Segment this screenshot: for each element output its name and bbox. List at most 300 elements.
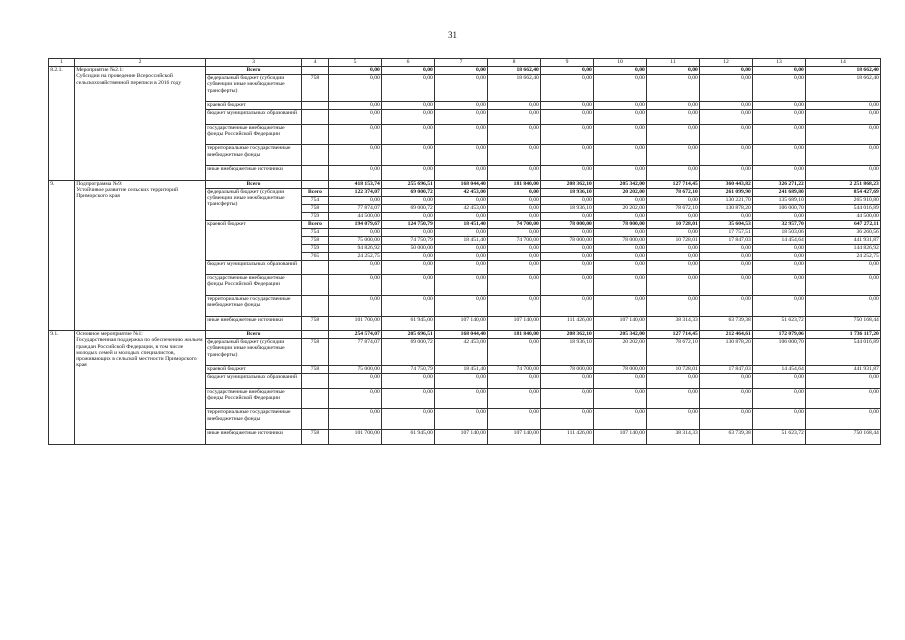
budget-code: 754 <box>302 228 329 236</box>
value-cell: 0,00 <box>382 145 435 166</box>
value-cell: 101 700,00 <box>329 430 382 444</box>
value-cell: 0,00 <box>647 166 700 180</box>
value-cell: 0,00 <box>753 388 806 409</box>
value-cell: 0,00 <box>488 212 541 220</box>
value-cell: 18 662,40 <box>806 75 881 102</box>
value-cell: 0,00 <box>329 274 382 295</box>
budget-code <box>302 330 329 338</box>
value-cell: 51 623,72 <box>753 430 806 444</box>
value-cell: 647 272,11 <box>806 220 881 228</box>
value-cell: 0,00 <box>541 252 594 260</box>
value-cell: 69 000,72 <box>382 338 435 365</box>
value-cell: 0,00 <box>435 110 488 124</box>
value-cell: 0,00 <box>647 196 700 204</box>
column-number: 2 <box>75 59 206 67</box>
value-cell: 77 874,07 <box>329 338 382 365</box>
value-cell: 78 672,10 <box>647 188 700 196</box>
value-cell: 17 847,03 <box>700 236 753 244</box>
value-cell: 0,00 <box>806 166 881 180</box>
value-cell: 20 202,00 <box>594 188 647 196</box>
value-cell: 42 453,00 <box>435 188 488 196</box>
value-cell: 0,00 <box>594 388 647 409</box>
funding-source: территориальные государственные внебюджетные фонды <box>206 295 302 316</box>
budget-code <box>302 295 329 316</box>
value-cell: 0,00 <box>435 244 488 252</box>
value-cell: 0,00 <box>806 388 881 409</box>
value-cell: 0,00 <box>488 338 541 365</box>
section-title <box>75 330 206 444</box>
value-cell: 0,00 <box>329 228 382 236</box>
value-cell: 0,00 <box>329 75 382 102</box>
value-cell: 0,00 <box>488 166 541 180</box>
value-cell: 0,00 <box>541 212 594 220</box>
budget-code: Всего <box>302 220 329 228</box>
value-cell: 111 426,00 <box>541 430 594 444</box>
value-cell: 106 000,70 <box>753 204 806 212</box>
value-cell: 74 700,00 <box>488 366 541 374</box>
value-cell: 0,00 <box>700 166 753 180</box>
value-cell: 0,00 <box>382 409 435 430</box>
value-cell: 0,00 <box>541 196 594 204</box>
value-cell: 0,00 <box>594 228 647 236</box>
value-cell: 0,00 <box>382 252 435 260</box>
value-cell: 0,00 <box>700 409 753 430</box>
funding-source: федеральный бюджет (субсидии субвенции иные межбюджетные трансферты) <box>206 338 302 365</box>
value-cell: 205 696,51 <box>382 330 435 338</box>
value-cell: 107 140,00 <box>488 430 541 444</box>
value-cell: 0,00 <box>647 274 700 295</box>
value-cell: 0,00 <box>594 244 647 252</box>
value-cell: 0,00 <box>435 409 488 430</box>
value-cell: 0,00 <box>753 75 806 102</box>
section-description: Субсидии на проведение Всероссийской сельскохозяйственной переписи в 2016 году <box>76 73 182 86</box>
value-cell: 32 957,70 <box>753 220 806 228</box>
value-cell: 441 931,87 <box>806 366 881 374</box>
funding-source: бюджет муниципальных образований <box>206 260 302 274</box>
section-title <box>75 180 206 330</box>
value-cell: 0,00 <box>806 295 881 316</box>
value-cell: 0,00 <box>647 102 700 110</box>
value-cell: 124 750,79 <box>382 220 435 228</box>
value-cell: 75 000,00 <box>329 366 382 374</box>
value-cell: 10 728,01 <box>647 220 700 228</box>
value-cell: 14 454,64 <box>753 366 806 374</box>
value-cell: 0,00 <box>753 295 806 316</box>
value-cell: 0,00 <box>488 260 541 274</box>
value-cell: 0,00 <box>753 244 806 252</box>
value-cell: 77 874,07 <box>329 204 382 212</box>
value-cell: 0,00 <box>329 374 382 388</box>
value-cell: 0,00 <box>753 67 806 75</box>
budget-code <box>302 409 329 430</box>
value-cell: 0,00 <box>541 124 594 145</box>
value-cell: 18 936,10 <box>541 188 594 196</box>
value-cell: 0,00 <box>435 228 488 236</box>
value-cell: 0,00 <box>753 124 806 145</box>
value-cell: 0,00 <box>753 102 806 110</box>
value-cell: 78 000,00 <box>594 366 647 374</box>
column-number: 10 <box>594 59 647 67</box>
value-cell: 0,00 <box>647 295 700 316</box>
column-number: 14 <box>806 59 881 67</box>
value-cell: 122 374,07 <box>329 188 382 196</box>
value-cell: 0,00 <box>806 102 881 110</box>
column-number: 1 <box>49 59 75 67</box>
value-cell: 544 016,89 <box>806 338 881 365</box>
value-cell: 0,00 <box>435 102 488 110</box>
value-cell: 0,00 <box>700 374 753 388</box>
value-cell: 0,00 <box>329 409 382 430</box>
section-id: 8.2.1. <box>49 67 75 181</box>
value-cell: 0,00 <box>541 145 594 166</box>
value-cell: 0,00 <box>435 274 488 295</box>
funding-source: федеральный бюджет (субсидии субвенции иные межбюджетные трансферты) <box>206 188 302 220</box>
value-cell: 24 252,75 <box>329 252 382 260</box>
value-cell: 194 079,67 <box>329 220 382 228</box>
value-cell: 18 662,40 <box>488 67 541 75</box>
funding-source: территориальные государственные внебюджетные фонды <box>206 145 302 166</box>
value-cell: 74 700,00 <box>488 236 541 244</box>
value-cell: 181 840,00 <box>488 330 541 338</box>
value-cell: 0,00 <box>700 260 753 274</box>
value-cell: 0,00 <box>541 295 594 316</box>
budget-code: Всего <box>302 188 329 196</box>
budget-code <box>302 110 329 124</box>
value-cell: 74 750,79 <box>382 366 435 374</box>
column-number: 13 <box>753 59 806 67</box>
value-cell: 0,00 <box>488 374 541 388</box>
value-cell: 0,00 <box>541 110 594 124</box>
column-number: 7 <box>435 59 488 67</box>
budget-code: 758 <box>302 204 329 212</box>
value-cell: 0,00 <box>700 67 753 75</box>
budget-table <box>48 58 881 445</box>
value-cell: 35 604,53 <box>700 220 753 228</box>
value-cell: 0,00 <box>435 212 488 220</box>
page-number: 31 <box>448 30 457 40</box>
value-cell: 111 426,00 <box>541 316 594 330</box>
value-cell: 42 453,00 <box>435 204 488 212</box>
value-cell: 17 757,51 <box>700 228 753 236</box>
value-cell: 20 202,00 <box>594 204 647 212</box>
value-cell: 0,00 <box>435 145 488 166</box>
funding-source: иные внебюджетные источники <box>206 430 302 444</box>
value-cell: 0,00 <box>594 110 647 124</box>
value-cell: 107 140,00 <box>594 430 647 444</box>
value-cell: 0,00 <box>382 102 435 110</box>
budget-code: 765 <box>302 252 329 260</box>
value-cell: 0,00 <box>700 252 753 260</box>
value-cell: 50 000,00 <box>382 244 435 252</box>
value-cell: 144 826,92 <box>806 244 881 252</box>
value-cell: 107 140,00 <box>488 316 541 330</box>
value-cell: 0,00 <box>488 252 541 260</box>
value-cell: 0,00 <box>382 260 435 274</box>
value-cell: 0,00 <box>594 295 647 316</box>
value-cell: 254 574,07 <box>329 330 382 338</box>
value-cell: 0,00 <box>382 295 435 316</box>
value-cell: 0,00 <box>700 124 753 145</box>
value-cell: 1 736 117,20 <box>806 330 881 338</box>
value-cell: 0,00 <box>329 124 382 145</box>
value-cell: 208 362,10 <box>541 330 594 338</box>
column-number: 4 <box>302 59 329 67</box>
value-cell: 0,00 <box>541 374 594 388</box>
funding-source: Всего <box>206 180 302 188</box>
value-cell: 0,00 <box>594 67 647 75</box>
column-number: 6 <box>382 59 435 67</box>
value-cell: 0,00 <box>594 145 647 166</box>
value-cell: 0,00 <box>594 274 647 295</box>
value-cell: 0,00 <box>329 196 382 204</box>
value-cell: 0,00 <box>382 274 435 295</box>
value-cell: 78 000,00 <box>541 366 594 374</box>
value-cell: 69 000,72 <box>382 204 435 212</box>
value-cell: 0,00 <box>488 228 541 236</box>
value-cell: 130 878,20 <box>700 338 753 365</box>
value-cell: 0,00 <box>435 196 488 204</box>
value-cell: 0,00 <box>647 124 700 145</box>
value-cell: 0,00 <box>488 274 541 295</box>
value-cell: 0,00 <box>541 274 594 295</box>
value-cell: 0,00 <box>647 110 700 124</box>
value-cell: 0,00 <box>435 295 488 316</box>
value-cell: 0,00 <box>647 145 700 166</box>
funding-source: Всего <box>206 330 302 338</box>
budget-code: 758 <box>302 366 329 374</box>
value-cell: 0,00 <box>329 102 382 110</box>
value-cell: 18 662,40 <box>806 67 881 75</box>
value-cell: 360 443,82 <box>700 180 753 188</box>
value-cell: 0,00 <box>435 260 488 274</box>
value-cell: 0,00 <box>700 102 753 110</box>
budget-code <box>302 180 329 188</box>
column-number-row <box>49 59 881 67</box>
budget-code <box>302 374 329 388</box>
value-cell: 106 000,70 <box>753 338 806 365</box>
value-cell: 212 464,61 <box>700 330 753 338</box>
value-cell: 0,00 <box>594 252 647 260</box>
value-cell: 0,00 <box>541 260 594 274</box>
budget-code: 758 <box>302 338 329 365</box>
funding-source: федеральный бюджет (субсидии субвенции иные межбюджетные трансферты) <box>206 75 302 102</box>
value-cell: 74 750,79 <box>382 236 435 244</box>
value-cell: 0,00 <box>382 228 435 236</box>
funding-source: бюджет муниципальных образований <box>206 110 302 124</box>
value-cell: 0,00 <box>541 409 594 430</box>
value-cell: 0,00 <box>382 110 435 124</box>
value-cell: 0,00 <box>806 374 881 388</box>
value-cell: 130 878,20 <box>700 204 753 212</box>
value-cell: 78 000,00 <box>594 236 647 244</box>
funding-source: государственные внебюджетные фонды Российской Федерации <box>206 388 302 409</box>
funding-source: Всего <box>206 67 302 75</box>
value-cell: 0,00 <box>541 228 594 236</box>
value-cell: 0,00 <box>647 374 700 388</box>
budget-code <box>302 260 329 274</box>
value-cell: 0,00 <box>488 124 541 145</box>
value-cell: 0,00 <box>594 212 647 220</box>
value-cell: 0,00 <box>435 166 488 180</box>
value-cell: 18 451,40 <box>435 236 488 244</box>
value-cell: 0,00 <box>541 166 594 180</box>
funding-source: иные внебюджетные источники <box>206 316 302 330</box>
budget-code <box>302 166 329 180</box>
value-cell: 44 500,00 <box>806 212 881 220</box>
value-cell: 2 251 868,23 <box>806 180 881 188</box>
value-cell: 208 362,10 <box>541 180 594 188</box>
value-cell: 0,00 <box>594 124 647 145</box>
budget-code: 758 <box>302 75 329 102</box>
value-cell: 0,00 <box>488 244 541 252</box>
value-cell: 20 202,00 <box>594 338 647 365</box>
section-name: Мероприятие №2.1: <box>76 67 124 73</box>
value-cell: 750 168,44 <box>806 316 881 330</box>
section-name: Подпрограмма №9: <box>76 180 123 187</box>
section-description: Устойчивое развитие сельских территорий Приморского края <box>76 186 178 200</box>
value-cell: 0,00 <box>806 274 881 295</box>
value-cell: 0,00 <box>594 374 647 388</box>
value-cell: 0,00 <box>329 67 382 75</box>
value-cell: 0,00 <box>647 252 700 260</box>
value-cell: 75 000,00 <box>329 236 382 244</box>
funding-source: бюджет муниципальных образований <box>206 374 302 388</box>
value-cell: 0,00 <box>647 67 700 75</box>
value-cell: 38 314,33 <box>647 316 700 330</box>
value-cell: 0,00 <box>647 212 700 220</box>
value-cell: 0,00 <box>700 145 753 166</box>
value-cell: 0,00 <box>594 409 647 430</box>
value-cell: 181 840,00 <box>488 180 541 188</box>
value-cell: 69 000,72 <box>382 188 435 196</box>
section-title <box>75 67 206 181</box>
value-cell: 10 728,01 <box>647 236 700 244</box>
funding-source: краевой бюджет <box>206 220 302 260</box>
value-cell: 205 342,00 <box>594 180 647 188</box>
value-cell: 0,00 <box>806 124 881 145</box>
value-cell: 0,00 <box>753 145 806 166</box>
value-cell: 0,00 <box>753 274 806 295</box>
value-cell: 18 451,40 <box>435 366 488 374</box>
value-cell: 14 454,64 <box>753 236 806 244</box>
value-cell: 0,00 <box>329 166 382 180</box>
value-cell: 18 451,40 <box>435 220 488 228</box>
value-cell: 0,00 <box>488 188 541 196</box>
value-cell: 0,00 <box>541 67 594 75</box>
budget-code: 758 <box>302 236 329 244</box>
value-cell: 441 931,87 <box>806 236 881 244</box>
value-cell: 0,00 <box>700 295 753 316</box>
value-cell: 0,00 <box>594 102 647 110</box>
value-cell: 107 140,00 <box>594 316 647 330</box>
value-cell: 0,00 <box>541 388 594 409</box>
value-cell: 0,00 <box>594 75 647 102</box>
value-cell: 0,00 <box>647 228 700 236</box>
value-cell: 0,00 <box>541 244 594 252</box>
value-cell: 0,00 <box>700 388 753 409</box>
value-cell: 0,00 <box>382 75 435 102</box>
value-cell: 854 427,69 <box>806 188 881 196</box>
value-cell: 0,00 <box>806 260 881 274</box>
budget-code <box>302 67 329 75</box>
column-number: 8 <box>488 59 541 67</box>
column-number: 12 <box>700 59 753 67</box>
value-cell: 61 945,00 <box>382 316 435 330</box>
value-cell: 135 689,10 <box>753 196 806 204</box>
value-cell: 0,00 <box>541 102 594 110</box>
funding-source: иные внебюджетные источники <box>206 166 302 180</box>
value-cell: 107 140,00 <box>435 430 488 444</box>
value-cell: 24 252,75 <box>806 252 881 260</box>
value-cell: 0,00 <box>382 388 435 409</box>
value-cell: 0,00 <box>382 166 435 180</box>
section-description: Государственная поддержка по обеспечению жильем граждан Российской Федерации, в том числе молодых семей и молодых специалистов, проживающих в сельской местности Приморского края <box>76 337 203 369</box>
value-cell: 74 700,00 <box>488 220 541 228</box>
value-cell: 0,00 <box>488 295 541 316</box>
value-cell: 0,00 <box>329 260 382 274</box>
value-cell: 0,00 <box>647 244 700 252</box>
value-cell: 0,00 <box>753 252 806 260</box>
section-name: Основное мероприятие №1: <box>76 330 143 337</box>
value-cell: 63 739,38 <box>700 316 753 330</box>
value-cell: 0,00 <box>806 409 881 430</box>
value-cell: 0,00 <box>753 110 806 124</box>
value-cell: 0,00 <box>753 212 806 220</box>
value-cell: 0,00 <box>700 110 753 124</box>
value-cell: 0,00 <box>594 196 647 204</box>
section-id: 9. <box>49 180 75 330</box>
value-cell: 205 342,00 <box>594 330 647 338</box>
value-cell: 0,00 <box>488 145 541 166</box>
value-cell: 0,00 <box>382 67 435 75</box>
value-cell: 78 672,10 <box>647 204 700 212</box>
budget-code <box>302 388 329 409</box>
value-cell: 0,00 <box>700 75 753 102</box>
value-cell: 0,00 <box>329 110 382 124</box>
value-cell: 0,00 <box>594 260 647 274</box>
value-cell: 261 099,90 <box>700 188 753 196</box>
value-cell: 0,00 <box>647 75 700 102</box>
table-row <box>49 67 881 75</box>
budget-code <box>302 274 329 295</box>
value-cell: 0,00 <box>806 145 881 166</box>
value-cell: 168 044,40 <box>435 180 488 188</box>
value-cell: 78 000,00 <box>594 220 647 228</box>
value-cell: 0,00 <box>488 388 541 409</box>
value-cell: 130 221,70 <box>700 196 753 204</box>
budget-code <box>302 145 329 166</box>
value-cell: 0,00 <box>329 388 382 409</box>
value-cell: 0,00 <box>435 67 488 75</box>
value-cell: 51 623,72 <box>753 316 806 330</box>
value-cell: 107 140,00 <box>435 316 488 330</box>
value-cell: 0,00 <box>700 274 753 295</box>
value-cell: 750 168,44 <box>806 430 881 444</box>
value-cell: 78 000,00 <box>541 220 594 228</box>
value-cell: 10 728,01 <box>647 366 700 374</box>
budget-code: 759 <box>302 244 329 252</box>
column-number: 11 <box>647 59 700 67</box>
budget-code <box>302 124 329 145</box>
table-row <box>49 330 881 338</box>
value-cell: 0,00 <box>647 388 700 409</box>
value-cell: 0,00 <box>488 110 541 124</box>
value-cell: 38 314,33 <box>647 430 700 444</box>
value-cell: 101 700,00 <box>329 316 382 330</box>
value-cell: 0,00 <box>329 145 382 166</box>
funding-source: краевой бюджет <box>206 366 302 374</box>
section-id: 9.1. <box>49 330 75 444</box>
